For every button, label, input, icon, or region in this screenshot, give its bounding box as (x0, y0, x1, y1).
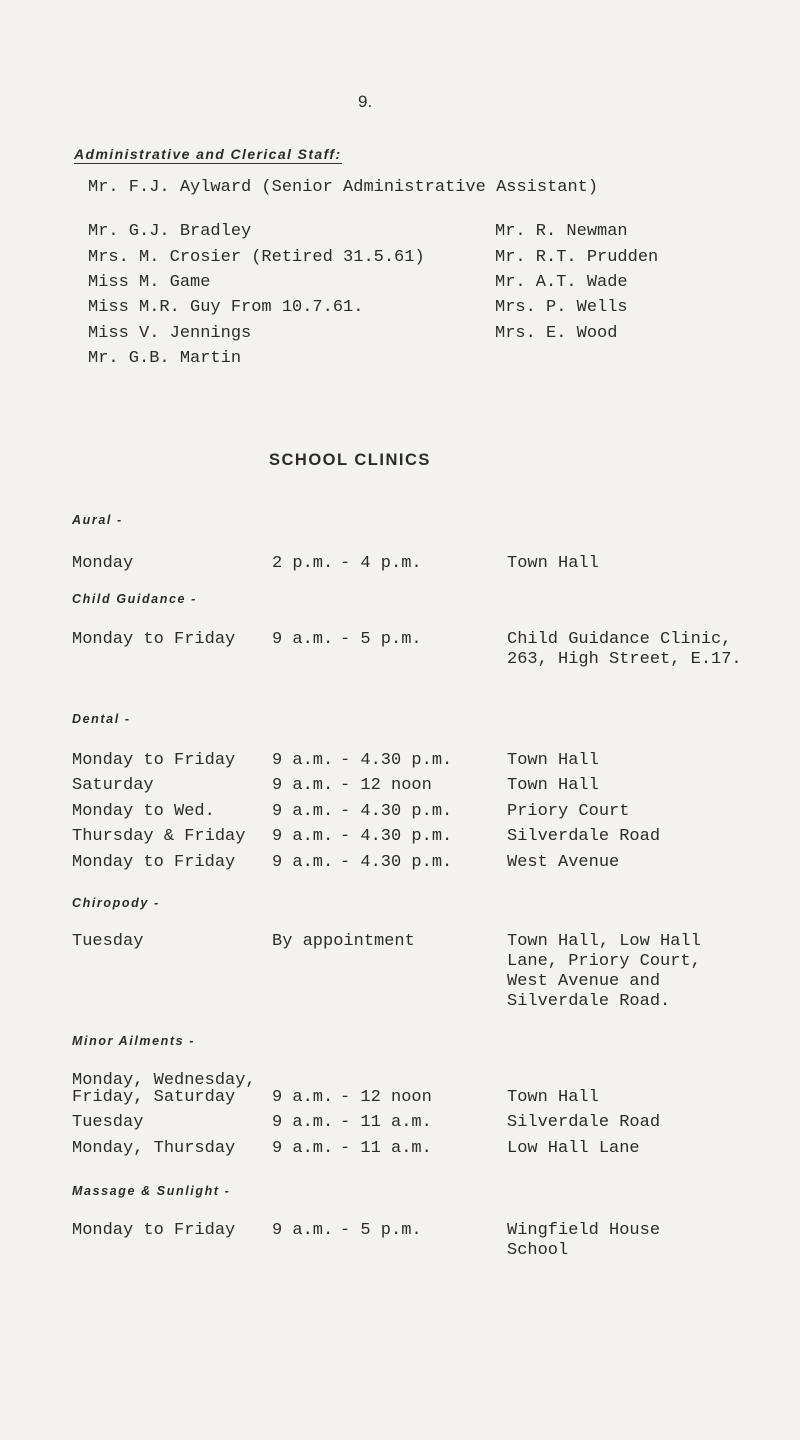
dental-end: - 4.30 p.m. (340, 751, 453, 770)
dental-end: - 12 noon (340, 776, 432, 795)
dental-start: 9 a.m. (272, 853, 334, 872)
chiropody-day: Tuesday (72, 932, 144, 951)
staff-left-1: Mrs. M. Crosier (Retired 31.5.61) (88, 248, 425, 267)
dental-place: Silverdale Road (507, 827, 661, 846)
minor-day-line2: Friday, Saturday (72, 1088, 236, 1107)
minor-start: 9 a.m. (272, 1088, 334, 1107)
staff-right-3: Mrs. P. Wells (495, 298, 628, 317)
staff-right-2: Mr. A.T. Wade (495, 273, 628, 292)
dental-start: 9 a.m. (272, 802, 334, 821)
child-guidance-start: 9 a.m. (272, 630, 334, 649)
child-guidance-heading: Child Guidance - (72, 592, 197, 606)
aural-heading: Aural - (72, 513, 123, 527)
minor-place: Silverdale Road (507, 1113, 661, 1132)
minor-start: 9 a.m. (272, 1113, 334, 1132)
minor-end: - 11 a.m. (340, 1113, 432, 1132)
minor-start: 9 a.m. (272, 1139, 334, 1158)
massage-start: 9 a.m. (272, 1221, 334, 1240)
dental-end: - 4.30 p.m. (340, 802, 453, 821)
minor-day-line1: Monday, Wednesday, (72, 1071, 256, 1090)
minor-ailments-heading: Minor Ailments - (72, 1034, 196, 1048)
dental-place: Town Hall (507, 751, 599, 770)
child-guidance-end: - 5 p.m. (340, 630, 422, 649)
staff-left-4: Miss V. Jennings (88, 324, 252, 343)
staff-heading: Administrative and Clerical Staff: (74, 146, 342, 162)
minor-day: Tuesday (72, 1113, 144, 1132)
dental-day: Monday to Friday (72, 853, 236, 872)
chiropody-time: By appointment (272, 932, 415, 951)
minor-day: Monday, Thursday (72, 1139, 236, 1158)
staff-right-1: Mr. R.T. Prudden (495, 248, 659, 267)
staff-left-0: Mr. G.J. Bradley (88, 222, 252, 241)
minor-end: - 12 noon (340, 1088, 432, 1107)
minor-place: Low Hall Lane (507, 1139, 640, 1158)
staff-left-5: Mr. G.B. Martin (88, 349, 242, 368)
dental-end: - 4.30 p.m. (340, 853, 453, 872)
dental-end: - 4.30 p.m. (340, 827, 453, 846)
dental-place: Priory Court (507, 802, 630, 821)
dental-place: Town Hall (507, 776, 599, 795)
clinics-title: SCHOOL CLINICS (269, 451, 431, 469)
page-number: 9. (358, 92, 373, 111)
chiropody-place: Town Hall, Low Hall Lane, Priory Court, West Avenue and Silverdale Road. (507, 932, 701, 1011)
minor-end: - 11 a.m. (340, 1139, 432, 1158)
child-guidance-place: Child Guidance Clinic, 263, High Street, E.17. (507, 630, 742, 669)
massage-heading: Massage & Sunlight - (72, 1184, 231, 1198)
aural-start: 2 p.m. (272, 554, 334, 573)
massage-day: Monday to Friday (72, 1221, 236, 1240)
dental-day: Thursday & Friday (72, 827, 246, 846)
staff-right-4: Mrs. E. Wood (495, 324, 618, 343)
dental-place: West Avenue (507, 853, 620, 872)
dental-day: Monday to Wed. (72, 802, 215, 821)
child-guidance-day: Monday to Friday (72, 630, 236, 649)
staff-left-2: Miss M. Game (88, 273, 211, 292)
staff-right-0: Mr. R. Newman (495, 222, 628, 241)
massage-place: Wingfield House School (507, 1221, 661, 1260)
staff-left-3: Miss M.R. Guy From 10.7.61. (88, 298, 364, 317)
dental-start: 9 a.m. (272, 827, 334, 846)
minor-place: Town Hall (507, 1088, 599, 1107)
aural-end: - 4 p.m. (340, 554, 422, 573)
aural-place: Town Hall (507, 554, 599, 573)
dental-start: 9 a.m. (272, 751, 334, 770)
massage-end: - 5 p.m. (340, 1221, 422, 1240)
dental-heading: Dental - (72, 712, 131, 726)
chiropody-heading: Chiropody - (72, 896, 160, 910)
aural-day: Monday (72, 554, 134, 573)
dental-day: Saturday (72, 776, 154, 795)
dental-start: 9 a.m. (272, 776, 334, 795)
dental-day: Monday to Friday (72, 751, 236, 770)
senior-staff: Mr. F.J. Aylward (Senior Administrative Assistant) (88, 178, 599, 197)
